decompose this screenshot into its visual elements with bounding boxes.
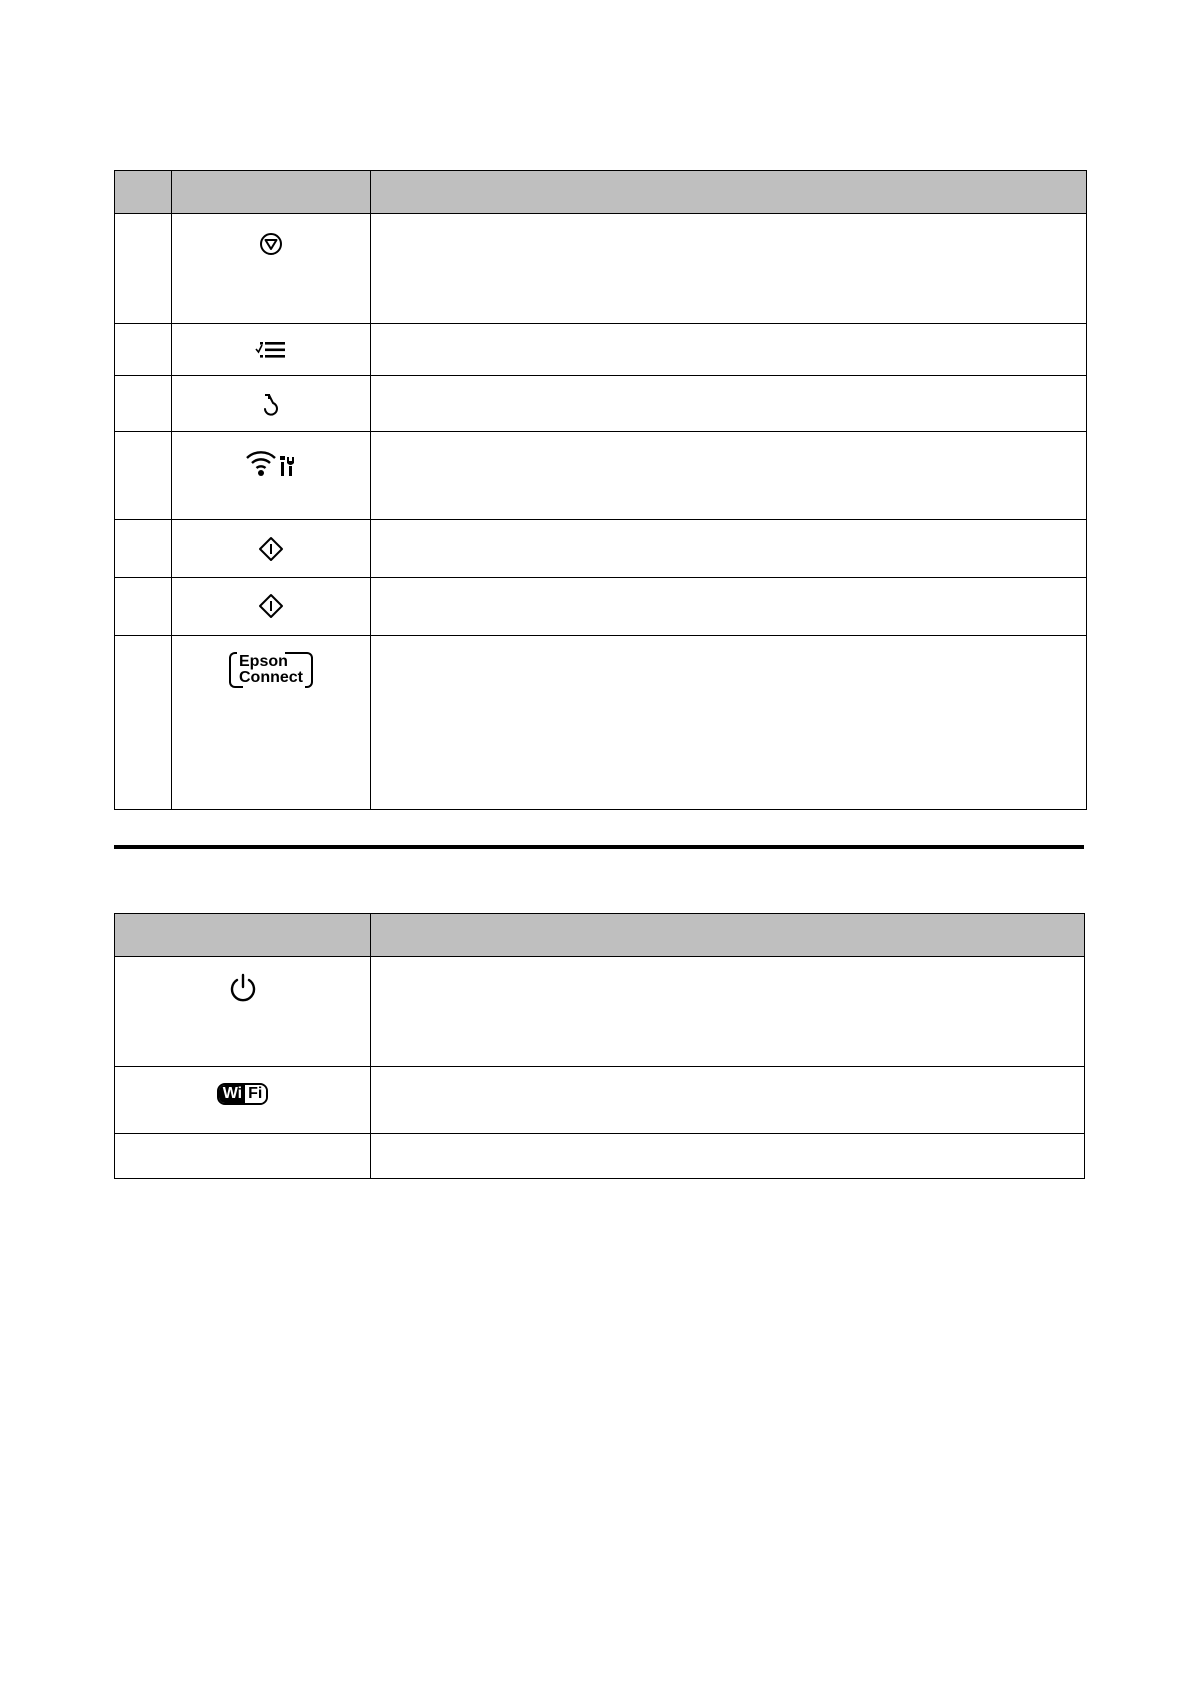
row-description-cell [371,214,1087,324]
row-icon-cell [115,1067,371,1134]
row-number-cell [115,578,172,636]
header-cell-function [371,171,1087,214]
table-row [115,520,1087,578]
power-icon [229,973,257,1003]
table-row [115,1134,1085,1179]
header-cell-number [115,171,172,214]
epson-connect-icon [229,652,313,688]
table-row [115,324,1087,376]
row-icon-cell [115,1134,371,1179]
epson-connect-line2: Connect [239,669,303,686]
wifi-setup-icon [244,448,298,478]
menu-checklist-icon [255,340,287,360]
lights-table [114,913,1085,1179]
header-cell-light [115,914,371,957]
stop-icon [259,232,283,256]
wifi-badge-right: Fi [245,1085,266,1103]
row-description-cell [371,957,1085,1067]
epson-connect-line1: Epson [239,653,288,670]
start-diamond-icon [258,536,284,562]
row-description-cell [371,578,1087,636]
header-cell-button [172,171,371,214]
row-description-cell [371,376,1087,432]
buttons-table [114,170,1087,810]
row-icon-cell [172,636,371,810]
table-row [115,1067,1085,1134]
table-row [115,432,1087,520]
wifi-badge-left: Wi [219,1085,245,1103]
start-diamond-icon [258,593,284,619]
row-number-cell [115,432,172,520]
header-cell-function [371,914,1085,957]
table-header-row [115,171,1087,214]
row-description-cell [371,1067,1085,1134]
row-number-cell [115,636,172,810]
row-icon-cell [172,376,371,432]
row-description-cell [371,1134,1085,1179]
table-row [115,957,1085,1067]
row-number-cell [115,214,172,324]
section-divider [114,845,1084,849]
row-description-cell [371,520,1087,578]
row-icon-cell [172,432,371,520]
wifi-badge-icon [217,1083,269,1105]
row-number-cell [115,324,172,376]
row-number-cell [115,520,172,578]
row-icon-cell [115,957,371,1067]
table-row [115,376,1087,432]
table-header-row [115,914,1085,957]
table-row [115,636,1087,810]
back-arrow-icon [261,392,281,418]
row-description-cell [371,432,1087,520]
row-icon-cell [172,324,371,376]
table-row [115,214,1087,324]
row-description-cell [371,636,1087,810]
row-description-cell [371,324,1087,376]
row-icon-cell [172,214,371,324]
row-icon-cell [172,520,371,578]
table-row [115,578,1087,636]
row-icon-cell [172,578,371,636]
row-number-cell [115,376,172,432]
